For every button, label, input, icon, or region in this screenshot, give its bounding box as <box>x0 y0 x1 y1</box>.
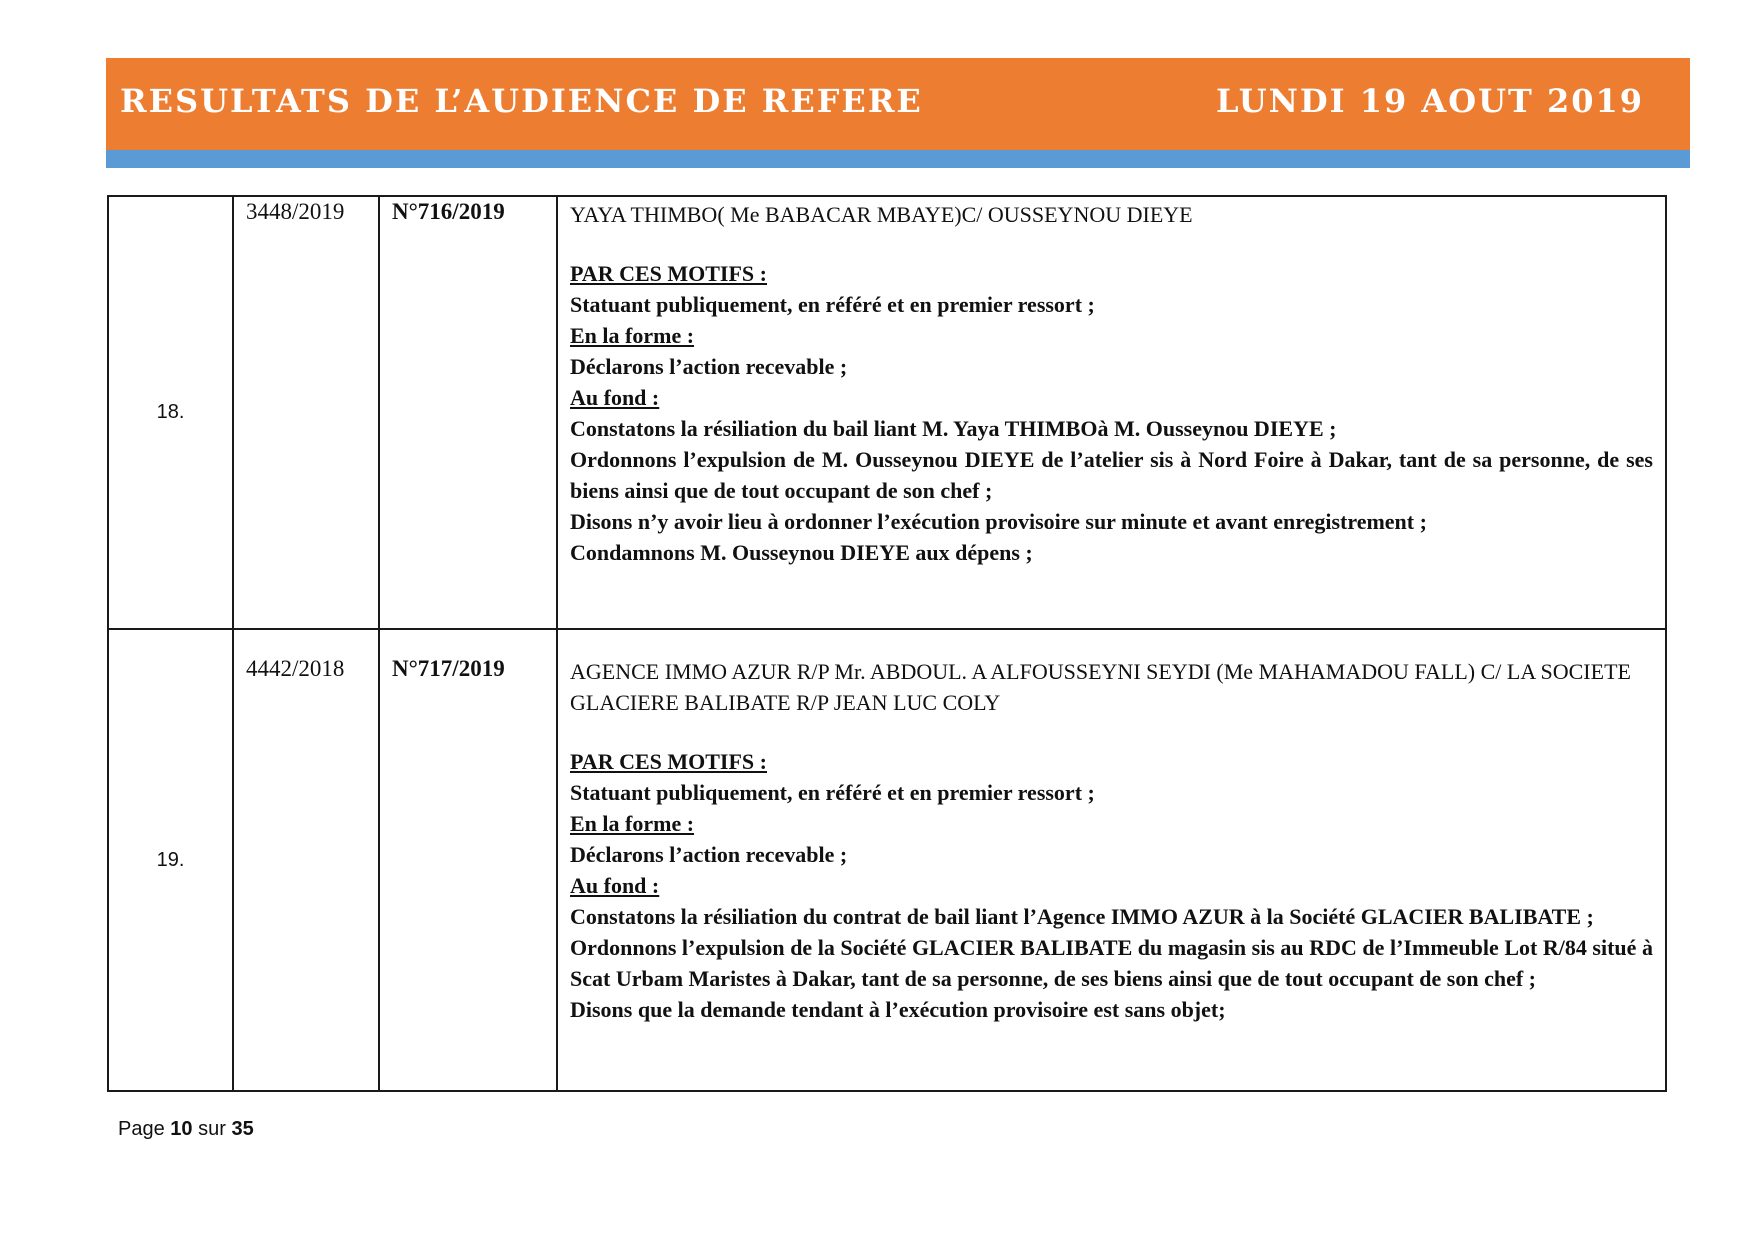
rg-number: 4442/2018 <box>246 656 345 681</box>
page-footer <box>118 1118 254 1141</box>
of-word: sur <box>198 1118 226 1140</box>
motifs-heading: PAR CES MOTIFS : <box>570 261 767 286</box>
ordonnance-cell <box>379 196 557 629</box>
table-row <box>108 196 1666 629</box>
header-band <box>106 58 1690 150</box>
forme-line: Déclarons l’action recevable ; <box>570 842 848 867</box>
current-page: 10 <box>170 1118 193 1140</box>
fond-line: Disons n’y avoir lieu à ordonner l’exécution provisoire sur minute et avant enregistrement ; <box>570 509 1427 534</box>
rg-cell <box>233 196 379 629</box>
fond-line: Ordonnons l’expulsion de la Société GLACIER BALIBATE du magasin sis au RDC de l’Immeuble Lot R/84 situé à Scat Urbam Maristes à Dakar, tant de sa personne, de ses biens ainsi que de tout occupant de son chef ; <box>570 935 1653 991</box>
header-stripe <box>106 150 1690 168</box>
fond-line: Constatons la résiliation du contrat de bail liant l’Agence IMMO AZUR à la Société GLACIER BALIBATE ; <box>570 904 1594 929</box>
total-pages: 35 <box>231 1118 254 1140</box>
forme-heading: En la forme : <box>570 323 695 348</box>
document-title: RESULTATS DE L’AUDIENCE DE REFERE <box>120 82 923 120</box>
parties: YAYA THIMBO( Me BABACAR MBAYE)C/ OUSSEYNOU DIEYE <box>570 202 1193 227</box>
forme-heading: En la forme : <box>570 811 695 836</box>
motifs-heading: PAR CES MOTIFS : <box>570 749 767 774</box>
page-word: Page <box>118 1118 165 1140</box>
decision-cell <box>557 196 1666 629</box>
hearing-date: LUNDI 19 AOUT 2019 <box>1215 82 1644 120</box>
fond-line: Condamnons M. Ousseynou DIEYE aux dépens ; <box>570 540 1033 565</box>
forme-line: Déclarons l’action recevable ; <box>570 354 848 379</box>
case-number: 18. <box>108 196 233 629</box>
ordonnance-cell <box>379 629 557 1091</box>
statuant-line: Statuant publiquement, en référé et en premier ressort ; <box>570 292 1095 317</box>
fond-heading: Au fond : <box>570 385 660 410</box>
table-row <box>108 629 1666 1091</box>
statuant-line: Statuant publiquement, en référé et en premier ressort ; <box>570 780 1095 805</box>
cases-table <box>107 195 1667 1092</box>
fond-line: Ordonnons l’expulsion de M. Ousseynou DIEYE de l’atelier sis à Nord Foire à Dakar, tant de sa personne, de ses biens ainsi que de tout occupant de son chef ; <box>570 447 1653 503</box>
rg-number: 3448/2019 <box>246 199 345 224</box>
case-number: 19. <box>108 629 233 1091</box>
fond-line: Constatons la résiliation du bail liant M. Yaya THIMBOà M. Ousseynou DIEYE ; <box>570 416 1337 441</box>
rg-cell <box>233 629 379 1091</box>
ordonnance-number: N°717/2019 <box>392 656 505 681</box>
ruling <box>558 230 1665 568</box>
fond-line: Disons que la demande tendant à l’exécution provisoire est sans objet; <box>570 997 1226 1022</box>
decision-cell <box>557 629 1666 1091</box>
ruling <box>558 718 1665 1025</box>
fond-heading: Au fond : <box>570 873 660 898</box>
ordonnance-number: N°716/2019 <box>392 199 505 224</box>
parties: AGENCE IMMO AZUR R/P Mr. ABDOUL. A ALFOUSSEYNI SEYDI (Me MAHAMADOU FALL) C/ LA SOCIETE GLACIERE BALIBATE R/P JEAN LUC COLY <box>570 659 1631 715</box>
